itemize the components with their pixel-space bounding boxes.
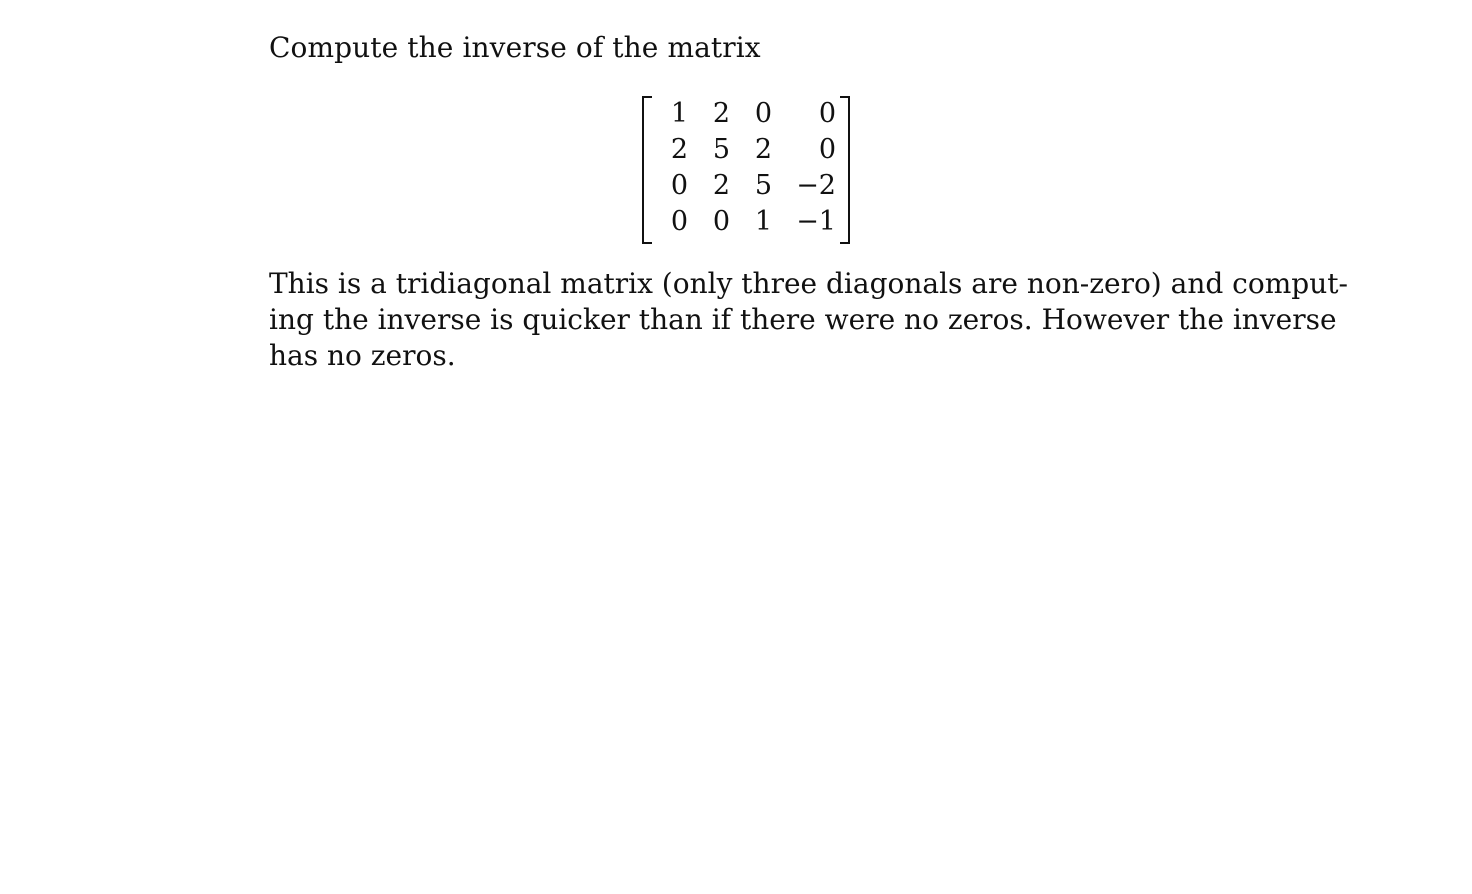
- matrix-cell: 0: [818, 134, 836, 165]
- matrix-right-bracket: [840, 96, 850, 244]
- matrix-cell: 0: [712, 206, 730, 237]
- paragraph-line: ing the inverse is quicker than if there were no zeros. However the inverse: [269, 303, 1337, 336]
- matrix-cell: 2: [670, 134, 688, 165]
- matrix-cell: 0: [818, 98, 836, 129]
- matrix-grid: [656, 96, 836, 240]
- matrix-cell: 5: [712, 134, 730, 165]
- intro-sentence: Compute the inverse of the matrix: [269, 31, 761, 64]
- matrix-row-4: [656, 204, 836, 240]
- matrix-cell: 1: [754, 206, 772, 237]
- explanation-paragraph: [269, 266, 1348, 374]
- matrix-row-3: [656, 168, 836, 204]
- matrix-cell: 0: [754, 98, 772, 129]
- cut-off-previous-line: [270, 0, 970, 4]
- matrix-left-bracket: [642, 96, 652, 244]
- matrix-cell: 5: [754, 170, 772, 201]
- matrix-cell: 1: [670, 98, 688, 129]
- matrix-cell: 2: [712, 170, 730, 201]
- matrix-cell: 2: [754, 134, 772, 165]
- matrix-cell: 0: [670, 206, 688, 237]
- matrix-cell: −1: [796, 206, 836, 237]
- paragraph-line: This is a tridiagonal matrix (only three diagonals are non-zero) and comput-: [269, 267, 1348, 300]
- paragraph-line: has no zeros.: [269, 339, 456, 372]
- matrix: [640, 96, 852, 242]
- matrix-row-1: [656, 96, 836, 132]
- matrix-cell: 0: [670, 170, 688, 201]
- matrix-cell: 2: [712, 98, 730, 129]
- matrix-cell: −2: [796, 170, 836, 201]
- matrix-row-2: [656, 132, 836, 168]
